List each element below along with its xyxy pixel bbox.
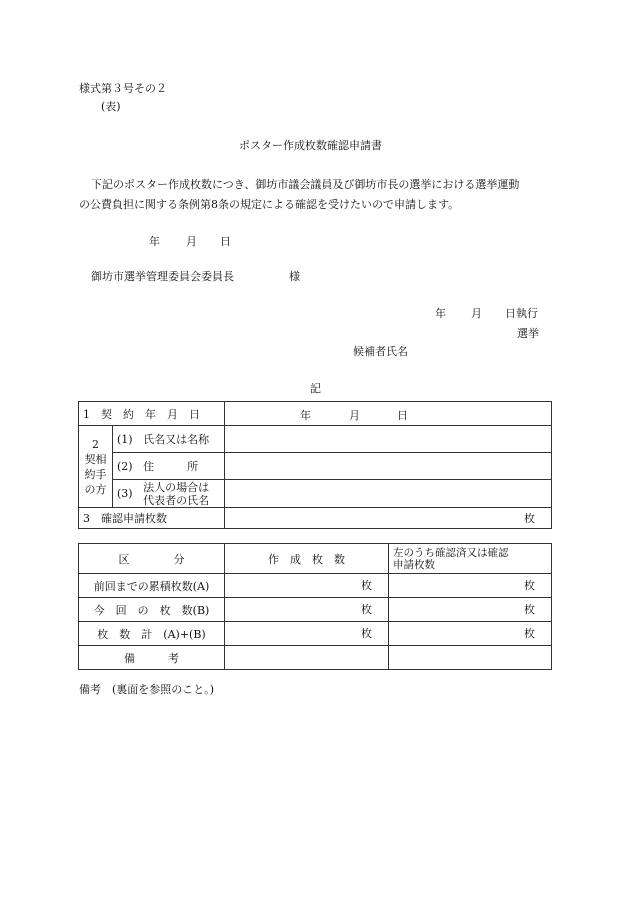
row-notes-confirmed[interactable] <box>389 646 552 670</box>
candidate-name-label: 候補者氏名 <box>353 345 408 358</box>
date-month: 月 <box>186 235 197 248</box>
date-year: 年 <box>149 235 160 248</box>
item-2-num: (2) <box>117 460 133 473</box>
header-confirmed-line-1: 左のうち確認済又は確認 <box>393 546 509 559</box>
election-label: 選挙 <box>517 327 539 340</box>
item-3-label-block <box>143 481 209 507</box>
row-previous-unit-2: 枚 <box>524 579 535 592</box>
contract-table <box>78 401 552 529</box>
header-category: 区 分 <box>79 544 225 574</box>
contract-date-day: 日 <box>397 409 408 422</box>
item-address-field[interactable] <box>225 453 552 480</box>
item-address-label <box>113 453 225 480</box>
item-3-label-2: 代表者の氏名 <box>143 493 210 507</box>
item-3-label: 法人の場合は <box>143 480 210 494</box>
contract-date-label: 1 契 約 年 月 日 <box>79 402 225 426</box>
row-current-label: 今 回 の 枚 数(B) <box>79 598 225 622</box>
header-confirmed-count <box>389 544 552 574</box>
side-indicator: (表) <box>101 100 121 113</box>
row-previous-unit-1: 枚 <box>361 579 372 592</box>
row-current-created[interactable] <box>225 598 389 622</box>
contract-date-cell[interactable] <box>225 402 552 426</box>
contract-date-year: 年 <box>300 409 311 422</box>
row-notes-label: 備 考 <box>79 646 225 670</box>
item-name-field[interactable] <box>225 426 552 453</box>
row-total-unit-2: 枚 <box>524 627 535 640</box>
row-previous-confirmed[interactable] <box>389 574 552 598</box>
confirm-count-label: 3 確認申請枚数 <box>79 508 225 529</box>
body-line-2: の公費負担に関する条例第8条の規定による確認を受けたいので申請します。 <box>79 198 460 211</box>
ki-label: 記 <box>310 382 321 395</box>
counterparty-label-line-1: 契相 <box>84 452 107 466</box>
date-day: 日 <box>220 235 231 248</box>
item-1-label: 氏名又は名称 <box>143 433 210 446</box>
row-total-unit-1: 枚 <box>361 627 372 640</box>
item-3-num: (3) <box>117 487 133 500</box>
row-total-created[interactable] <box>225 622 389 646</box>
contract-date-month: 月 <box>349 409 360 422</box>
row-previous-label: 前回までの累積枚数(A) <box>79 574 225 598</box>
counterparty-label-line-3: の方 <box>84 482 107 496</box>
confirm-count-field[interactable] <box>225 508 552 529</box>
header-created-count: 作 成 枚 数 <box>225 544 389 574</box>
item-2-label: 住 所 <box>143 460 199 473</box>
item-name-label <box>113 426 225 453</box>
row-current-confirmed[interactable] <box>389 598 552 622</box>
confirm-count-unit: 枚 <box>524 512 535 525</box>
election-month: 月 <box>471 307 482 320</box>
item-1-num: (1) <box>117 433 133 446</box>
body-line-1: 下記のポスター作成枚数につき、御坊市議会議員及び御坊市長の選挙における選挙運動 <box>91 178 520 191</box>
row-notes-created[interactable] <box>225 646 389 670</box>
counterparty-label-line-2: 約手 <box>84 467 107 481</box>
header-confirmed-line-2: 申請枚数 <box>393 558 435 571</box>
row-total-confirmed[interactable] <box>389 622 552 646</box>
election-year: 年 <box>435 307 446 320</box>
form-number: 様式第３号その２ <box>79 82 167 95</box>
item-representative-label <box>113 480 225 508</box>
addressee-honorific: 様 <box>289 270 300 283</box>
row-previous-created[interactable] <box>225 574 389 598</box>
row-current-unit-2: 枚 <box>524 603 535 616</box>
addressee-name: 御坊市選挙管理委員会委員長 <box>91 270 234 283</box>
election-day-exec: 日執行 <box>505 307 538 320</box>
count-table <box>78 543 552 670</box>
row-total-label: 枚 数 計 (A)+(B) <box>79 622 225 646</box>
row-current-unit-1: 枚 <box>361 603 372 616</box>
item-representative-field[interactable] <box>225 480 552 508</box>
counterparty-number: 2 <box>92 437 99 451</box>
counterparty-label <box>79 426 113 508</box>
remarks-note: 備考 (裏面を参照のこと。) <box>79 683 215 696</box>
document-title: ポスター作成枚数確認申請書 <box>239 139 382 152</box>
